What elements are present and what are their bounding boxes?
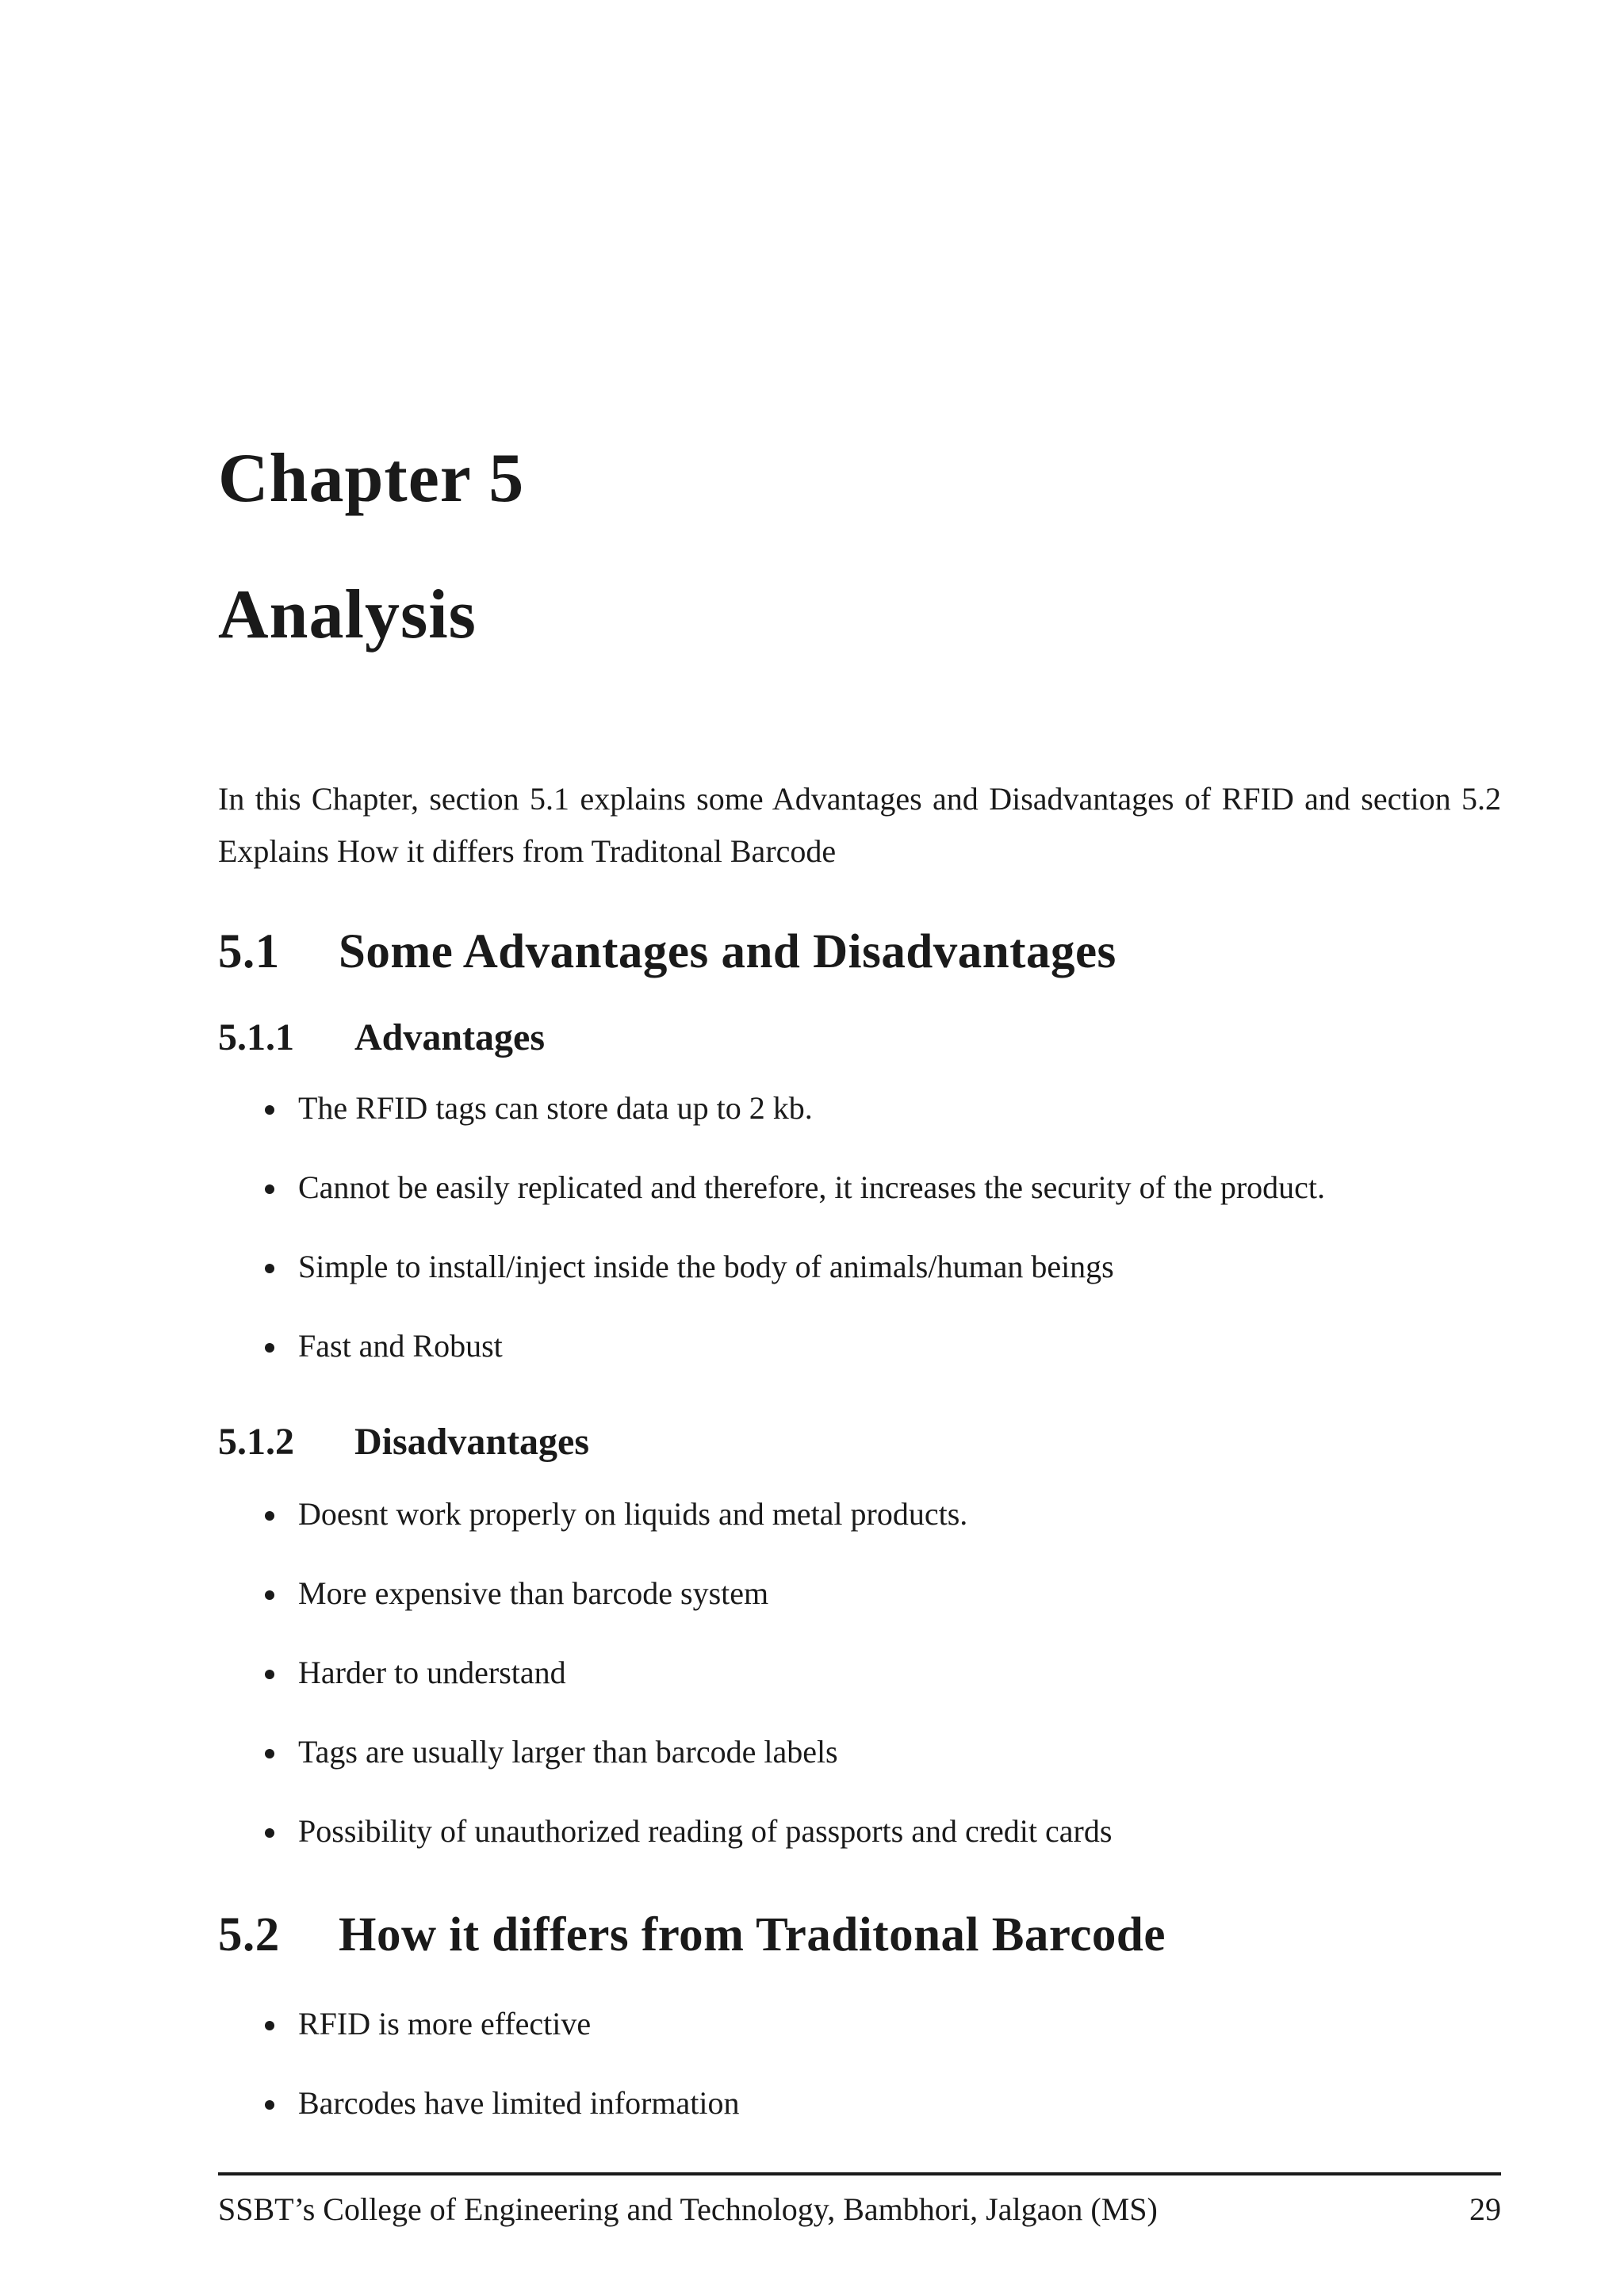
barcode-differences-list <box>262 2005 740 2164</box>
bullet-icon <box>265 1590 274 1600</box>
subsection-number: 5.1.2 <box>218 1421 294 1463</box>
intro-paragraph: In this Chapter, section 5.1 explains some Advantages and Disadvantages of RFID and section 5.2 Explains How it differs from Traditonal Barcode <box>218 781 1501 869</box>
section-number: 5.1 <box>218 925 280 978</box>
list-item: Simple to install/inject inside the body of animals/human beings <box>262 1248 1325 1327</box>
bullet-icon <box>265 1343 274 1353</box>
disadvantages-list <box>262 1495 1112 1892</box>
list-item: Harder to understand <box>262 1654 1112 1733</box>
bullet-icon <box>265 1264 274 1273</box>
list-item: Possibility of unauthorized reading of passports and credit cards <box>262 1812 1112 1892</box>
section-title: Some Advantages and Disadvantages <box>339 925 1116 978</box>
list-item: Tags are usually larger than barcode labels <box>262 1733 1112 1812</box>
section-number: 5.2 <box>218 1908 280 1961</box>
chapter-title: Analysis <box>218 576 477 653</box>
page-number: 29 <box>1469 2191 1501 2227</box>
subsection-heading-disadvantages <box>218 1423 589 1461</box>
footer-divider <box>218 2172 1501 2175</box>
bullet-icon <box>265 1511 274 1521</box>
bullet-icon <box>265 1670 274 1679</box>
chapter-label: Chapter 5 <box>218 440 525 517</box>
list-item: Cannot be easily replicated and therefore, it increases the security of the product. <box>262 1169 1325 1248</box>
bullet-icon <box>265 1749 274 1758</box>
list-item: More expensive than barcode system <box>262 1575 1112 1654</box>
bullet-icon <box>265 1184 274 1194</box>
list-item: Fast and Robust <box>262 1327 1325 1406</box>
subsection-title: Advantages <box>354 1016 546 1058</box>
section-title: How it differs from Traditonal Barcode <box>339 1908 1166 1961</box>
subsection-title: Disadvantages <box>354 1421 590 1463</box>
advantages-list <box>262 1089 1325 1406</box>
subsection-heading-advantages <box>218 1016 546 1058</box>
list-item: Barcodes have limited information <box>262 2084 740 2164</box>
bullet-icon <box>265 1828 274 1838</box>
list-item: The RFID tags can store data up to 2 kb. <box>262 1089 1325 1169</box>
section-heading-5-2 <box>218 1908 1166 1961</box>
footer-institution: SSBT’s College of Engineering and Technology, Bambhori, Jalgaon (MS) <box>218 2191 1158 2227</box>
bullet-icon <box>265 2100 274 2110</box>
list-item: RFID is more effective <box>262 2005 740 2084</box>
subsection-number: 5.1.1 <box>218 1016 294 1058</box>
bullet-icon <box>265 1105 274 1115</box>
list-item: Doesnt work properly on liquids and metal products. <box>262 1495 1112 1575</box>
bullet-icon <box>265 2021 274 2030</box>
section-heading-5-1 <box>218 925 1116 978</box>
